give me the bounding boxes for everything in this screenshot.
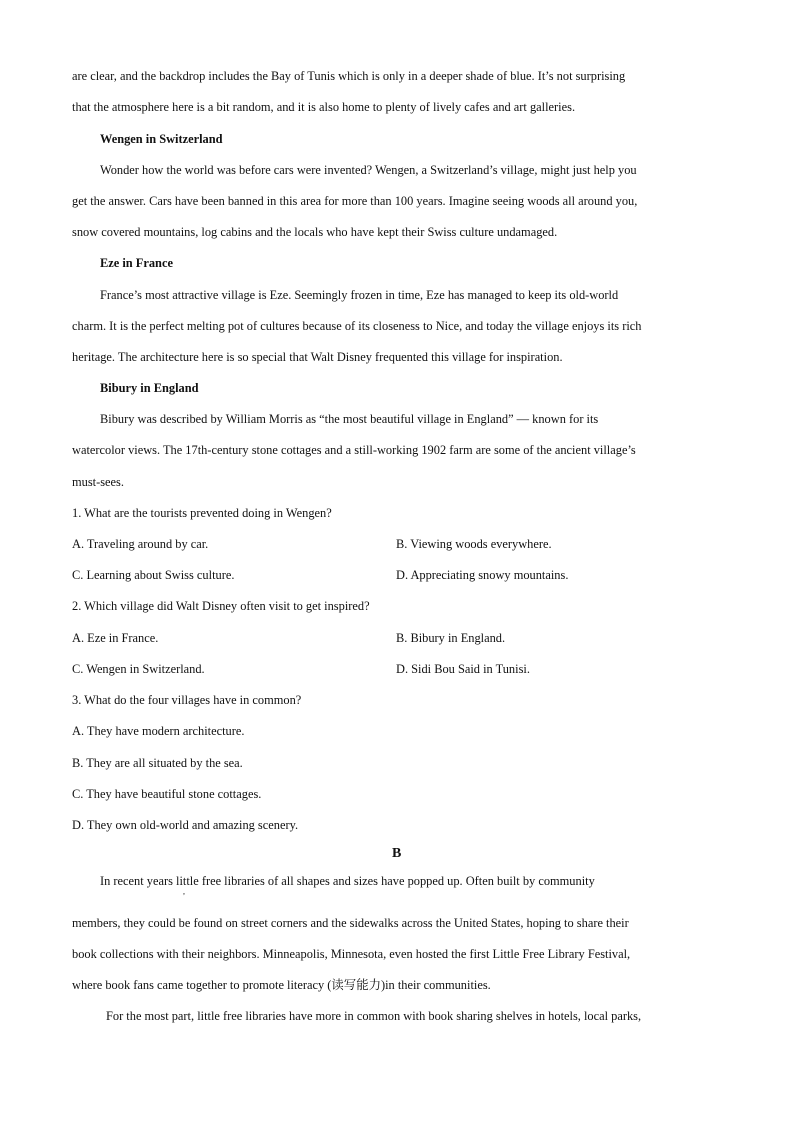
wengen-line-1: Wonder how the world was before cars were invented? Wengen, a Switzerland’s village, might just help you	[100, 163, 637, 177]
question-2-stem: 2. Which village did Walt Disney often visit to get inspired?	[72, 599, 370, 613]
question-2-option-a: A. Eze in France.	[72, 631, 159, 645]
eze-line-3: heritage. The architecture here is so special that Walt Disney frequented this village for inspiration.	[72, 350, 563, 364]
wengen-line-2: get the answer. Cars have been banned in this area for more than 100 years. Imagine seeing woods all around you,	[72, 194, 638, 208]
passage-b-line-4: where book fans came together to promote literacy (读写能力)in their communities.	[72, 978, 491, 992]
question-2-option-c: C. Wengen in Switzerland.	[72, 662, 205, 676]
section-heading-eze: Eze in France	[100, 256, 173, 270]
question-3-option-b: B. They are all situated by the sea.	[72, 756, 243, 770]
bibury-line-3: must-sees.	[72, 475, 124, 489]
question-3-option-a: A. They have modern architecture.	[72, 724, 245, 738]
section-heading-bibury: Bibury in England	[100, 381, 199, 395]
passage-a-line-2: that the atmosphere here is a bit random, and it is also home to plenty of lively cafes and art galleries.	[72, 100, 576, 114]
bibury-line-1: Bibury was described by William Morris as “the most beautiful village in England” — known for its	[100, 412, 599, 426]
passage-b-line-3: book collections with their neighbors. Minneapolis, Minnesota, even hosted the first Little Free Library Festival,	[72, 947, 631, 961]
stray-comma-mark: ,	[183, 887, 185, 896]
eze-line-2: charm. It is the perfect melting pot of cultures because of its closeness to Nice, and today the village enjoys its rich	[72, 319, 642, 333]
passage-b-line-2: members, they could be found on street corners and the sidewalks across the United States, hoping to share their	[72, 916, 629, 930]
question-1-stem: 1. What are the tourists prevented doing in Wengen?	[72, 506, 332, 520]
question-2-option-d: D. Sidi Bou Said in Tunisi.	[396, 662, 530, 676]
question-1-option-c: C. Learning about Swiss culture.	[72, 568, 235, 582]
passage-b-line-5: For the most part, little free libraries have more in common with book sharing shelves in hotels, local parks,	[106, 1009, 642, 1023]
question-2-option-b: B. Bibury in England.	[396, 631, 506, 645]
question-3-option-c: C. They have beautiful stone cottages.	[72, 787, 262, 801]
eze-line-1: France’s most attractive village is Eze. Seemingly frozen in time, Eze has managed to keep its old-world	[100, 288, 619, 302]
passage-b-line-1: In recent years little free libraries of all shapes and sizes have popped up. Often built by community	[100, 874, 595, 888]
wengen-line-3: snow covered mountains, log cabins and the locals who have kept their Swiss culture undamaged.	[72, 225, 558, 239]
question-1-option-d: D. Appreciating snowy mountains.	[396, 568, 569, 582]
question-1-option-b: B. Viewing woods everywhere.	[396, 537, 552, 551]
question-3-option-d: D. They own old-world and amazing scenery.	[72, 818, 299, 832]
section-heading-wengen: Wengen in Switzerland	[100, 132, 223, 146]
passage-a-line-1: are clear, and the backdrop includes the Bay of Tunis which is only in a deeper shade of blue. It’s not surprising	[72, 69, 626, 83]
bibury-line-2: watercolor views. The 17th-century stone cottages and a still-working 1902 farm are some of the ancient village’s	[72, 443, 636, 457]
passage-b-title: B	[392, 846, 402, 861]
question-1-option-a: A. Traveling around by car.	[72, 537, 209, 551]
question-3-stem: 3. What do the four villages have in common?	[72, 693, 302, 707]
